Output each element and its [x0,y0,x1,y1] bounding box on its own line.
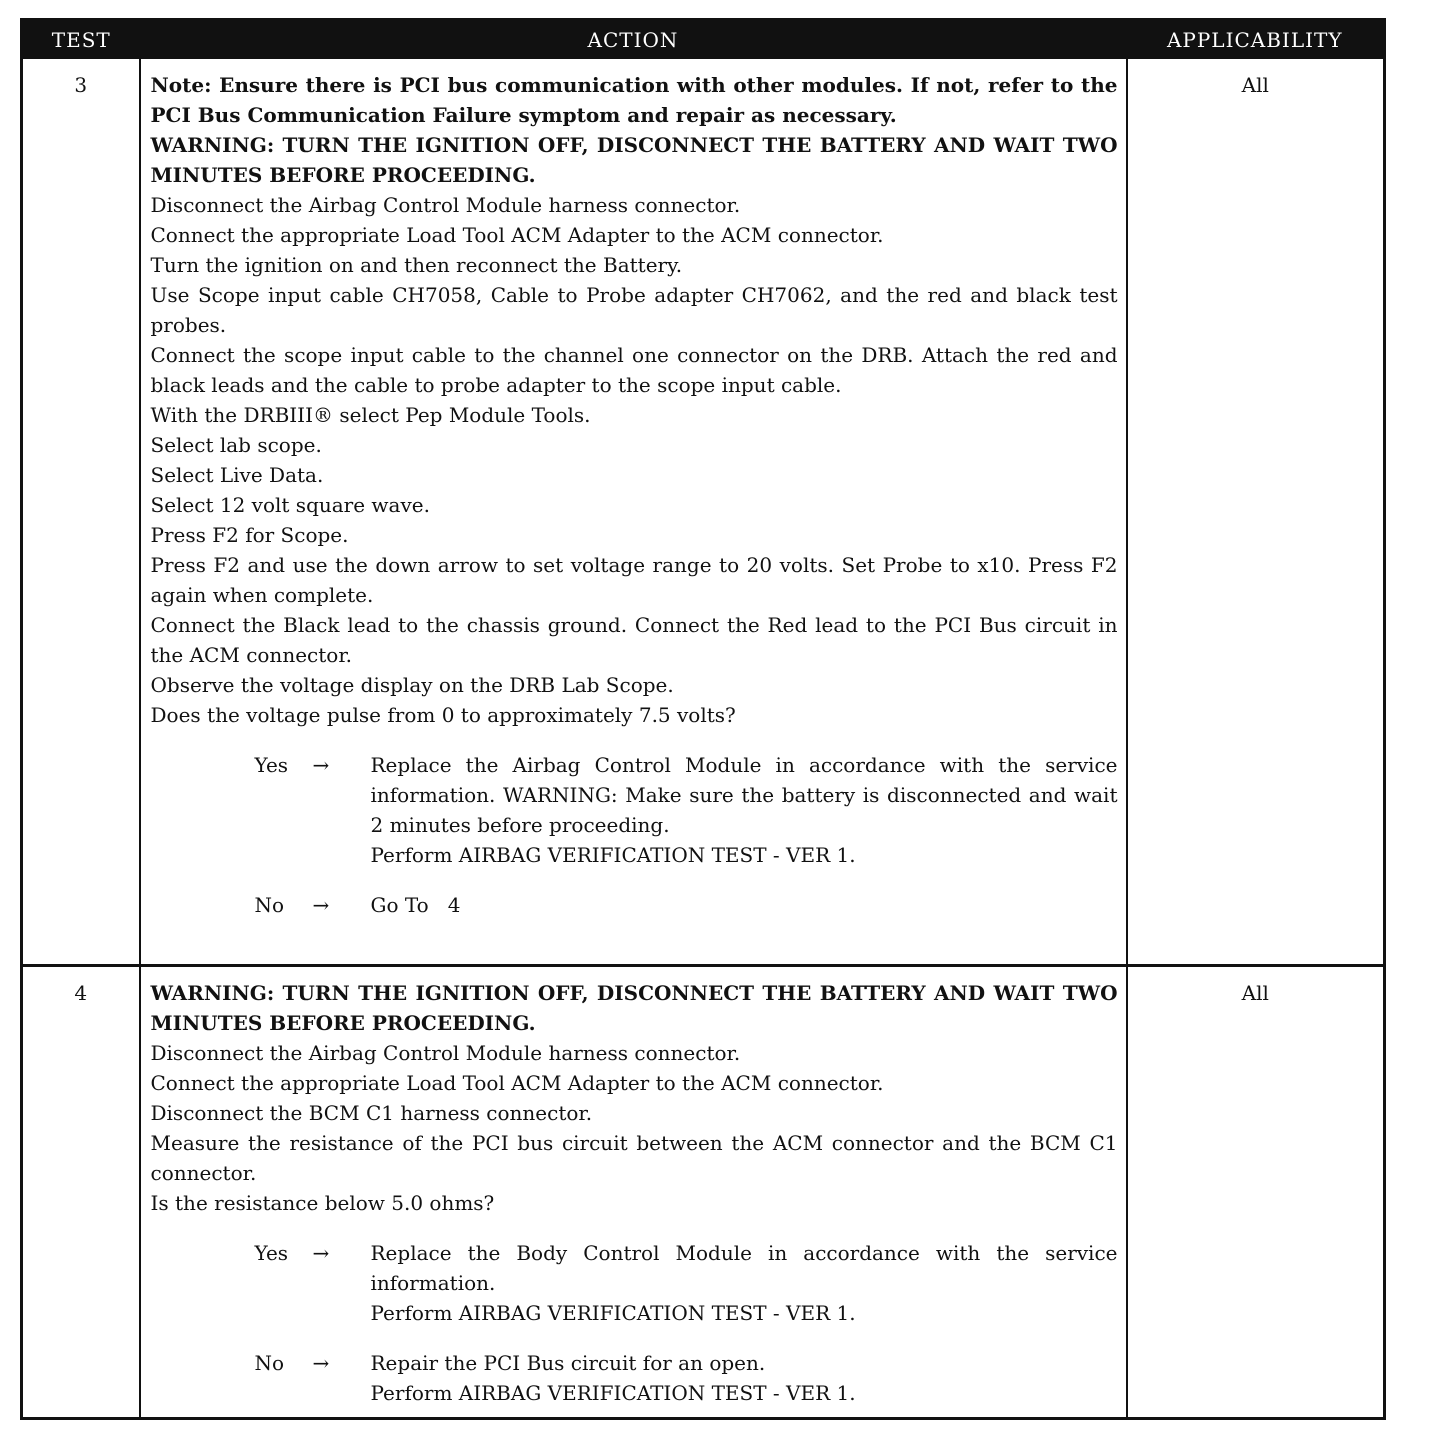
action-step: Connect the appropriate Load Tool ACM Adapter to the ACM connector. [150,1070,884,1095]
outcome-body [371,750,1118,870]
table-row-test-4 [22,965,1385,1419]
arrow-right-icon: → [312,753,330,777]
header-action: ACTION [140,20,1127,60]
action-cell [140,965,1127,1419]
action-step: Connect the appropriate Load Tool ACM Adapter to the ACM connector. [150,223,884,247]
outcome-body [371,1348,1118,1408]
table-header-row [22,20,1385,60]
question-line: Is the resistance below 5.0 ohms? [150,1190,495,1215]
outcome-text: Repair the PCI Bus circuit for an open. [370,1350,766,1375]
warning-line: WARNING: TURN THE IGNITION OFF, DISCONNECT THE BATTERY AND WAIT TWO MINUTES BEFORE PROCEEDING. [150,133,1118,187]
action-step: Use Scope input cable CH7058, Cable to Probe adapter CH7062, and the red and black test probes. [150,283,1118,337]
outcome-no [151,890,1118,920]
outcome-yes [151,1238,1118,1328]
note-line: Note: Ensure there is PCI bus communication with other modules. If not, refer to the PCI Bus Communication Failure symptom and repair as necessary. [150,73,1118,127]
outcome-label: No [254,1350,285,1375]
arrow-right-icon: → [312,1350,330,1375]
header-applicability: APPLICABILITY [1127,20,1385,60]
test-number: 3 [22,59,140,965]
outcome-body [371,890,1118,920]
action-step: Measure the resistance of the PCI bus circuit between the ACM connector and the BCM C1 connector. [150,1130,1118,1185]
header-test: TEST [22,20,140,60]
action-step: Turn the ignition on and then reconnect the Battery. [150,253,683,277]
outcome-label: Yes [254,1240,289,1265]
action-step: With the DRBIII® select Pep Module Tools. [150,403,591,427]
action-step: Disconnect the Airbag Control Module harness connector. [150,193,741,217]
applicability-value: All [1127,965,1385,1419]
outcome-label: No [254,893,285,917]
arrow-right-icon: → [312,893,330,917]
action-step: Select lab scope. [150,433,322,457]
action-step: Connect the scope input cable to the channel one connector on the DRB. Attach the red and black leads and the cable to probe adapter to the scope input cable. [150,343,1118,397]
arrow-right-icon: → [312,1240,330,1265]
outcome-text: Go To 4 [370,893,461,917]
action-step: Press F2 and use the down arrow to set voltage range to 20 volts. Set Probe to x10. Press F2 again when complete. [150,553,1118,607]
warning-line: WARNING: TURN THE IGNITION OFF, DISCONNECT THE BATTERY AND WAIT TWO MINUTES BEFORE PROCEEDING. [150,980,1118,1035]
outcome-text: Perform AIRBAG VERIFICATION TEST - VER 1. [370,1380,856,1405]
outcome-yes [151,750,1118,870]
outcome-text: Replace the Body Control Module in accordance with the service information. [370,1240,1118,1295]
applicability-value: All [1127,59,1385,965]
outcome-text: Replace the Airbag Control Module in accordance with the service information. WARNING: Make sure the battery is disconnected and wait 2 minutes before proceeding. [370,753,1118,837]
action-step: Disconnect the BCM C1 harness connector. [150,1100,593,1125]
action-step: Select 12 volt square wave. [150,493,430,517]
action-step: Press F2 for Scope. [150,523,349,547]
action-step: Disconnect the Airbag Control Module harness connector. [150,1040,741,1065]
outcome-no [151,1348,1118,1408]
diagnostic-test-table [20,18,1386,1420]
action-step: Connect the Black lead to the chassis ground. Connect the Red lead to the PCI Bus circuit in the ACM connector. [150,613,1118,667]
table-row-test-3 [22,59,1385,965]
outcome-text: Perform AIRBAG VERIFICATION TEST - VER 1. [370,843,856,867]
outcome-body [371,1238,1118,1328]
outcome-text: Perform AIRBAG VERIFICATION TEST - VER 1. [370,1300,856,1325]
action-step: Observe the voltage display on the DRB Lab Scope. [150,673,674,697]
question-line: Does the voltage pulse from 0 to approximately 7.5 volts? [150,703,736,727]
outcome-label: Yes [254,753,289,777]
test-number: 4 [22,965,140,1419]
action-cell [140,59,1127,965]
action-step: Select Live Data. [150,463,324,487]
